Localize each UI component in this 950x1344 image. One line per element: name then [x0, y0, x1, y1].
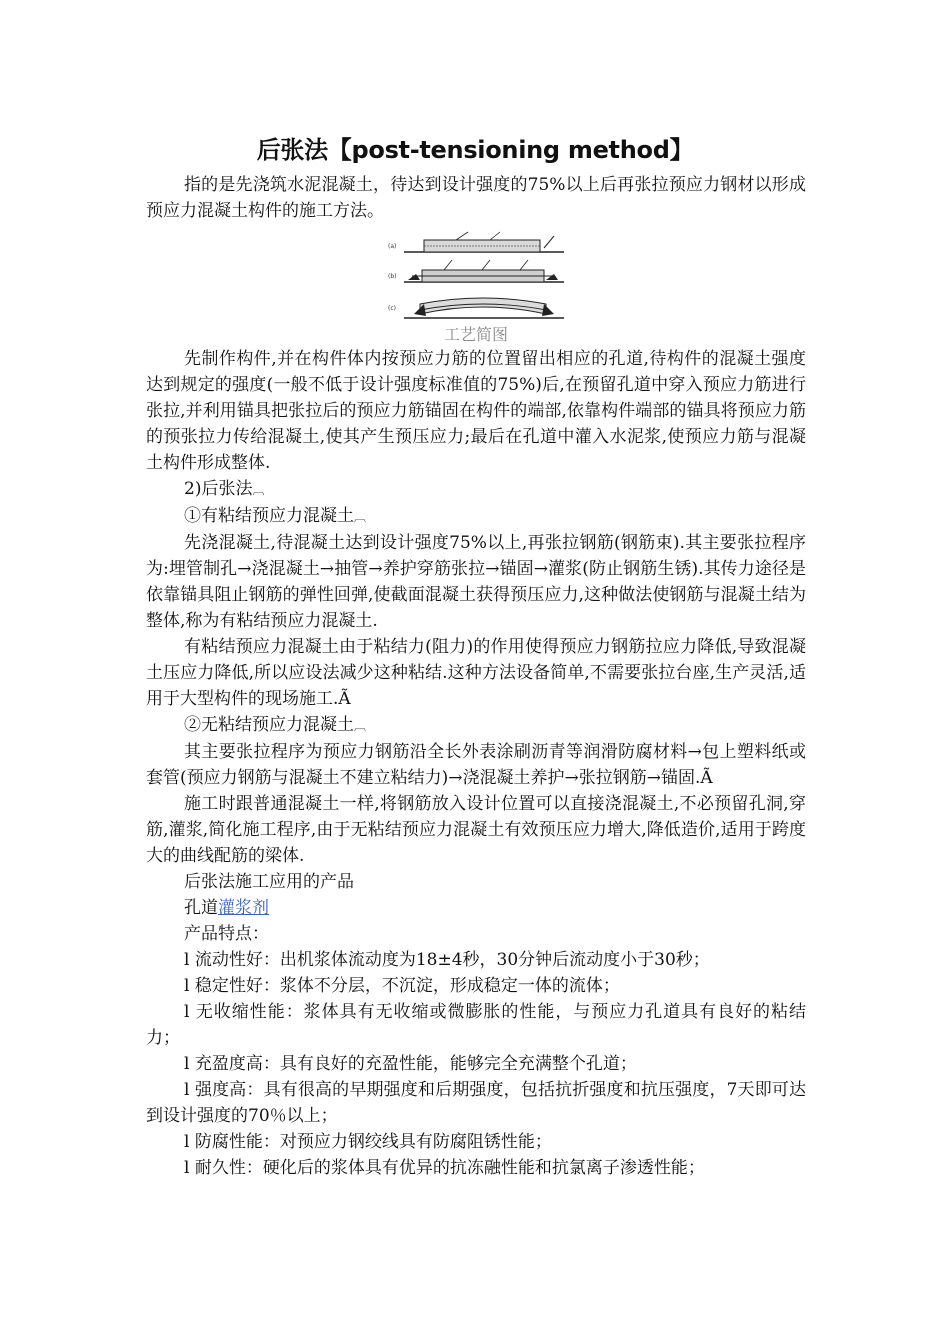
paragraph-unbonded-procedure — [146, 739, 806, 791]
intro-paragraph: 指的是先浇筑水泥混凝土，待达到设计强度的75%以上后再张拉预应力钢材以形成预应力混凝土构件的施工方法。 — [146, 175, 806, 221]
section-heading-text: 2)后张法 — [184, 479, 253, 499]
diagram-row-c — [404, 298, 564, 318]
paragraph-unbonded-construction: 施工时跟普通混凝土一样,将钢筋放入设计位置可以直接浇混凝土,不必预留孔洞,穿筋,灌浆,简化施工程序,由于无粘结预应力混凝土有效预压应力增大,降低造价,适用于跨度大的曲线配筋的梁体. — [146, 794, 806, 866]
feature-item: l 无收缩性能：浆体具有无收缩或微膨胀的性能，与预应力孔道具有良好的粘结力； — [146, 1002, 806, 1048]
return-mark-icon: ︹ — [252, 483, 264, 497]
diagram-caption: 工艺简图 — [443, 325, 508, 344]
document-body — [146, 172, 806, 1181]
subheading-bonded — [146, 503, 806, 530]
grout-agent-link[interactable]: 灌浆剂 — [218, 898, 269, 918]
feature-item: l 流动性好：出机浆体流动度为18±4秒，30分钟后流动度小于30秒； — [184, 950, 710, 970]
heading-product-features: 产品特点： — [184, 924, 269, 944]
subheading-unbonded-text: ②无粘结预应力混凝土 — [184, 715, 354, 735]
heading-applied-products: 后张法施工应用的产品 — [184, 872, 354, 892]
process-diagram — [146, 224, 806, 346]
diagram-row-a — [404, 232, 564, 252]
return-mark-icon: ︹ — [354, 510, 366, 524]
diagram-label-a: (a) — [388, 243, 397, 250]
return-mark-icon: ︹ — [354, 719, 366, 733]
diagram-label-c: (c) — [388, 305, 396, 312]
process-diagram-image — [386, 230, 566, 326]
feature-item: l 强度高：具有很高的早期强度和后期强度，包括抗折强度和抗压强度，7天即可达到设计强度的70％以上； — [146, 1080, 806, 1126]
page-title: 后张法【post-tensioning method】 — [256, 136, 694, 164]
feature-item: l 防腐性能：对预应力钢绞线具有防腐阻锈性能； — [184, 1132, 552, 1152]
paragraph-tail-char: Ã — [700, 768, 713, 788]
paragraph-bonded-effect — [146, 634, 806, 712]
heading-grout-product — [146, 895, 806, 921]
feature-item: l 充盈度高：具有良好的充盈性能，能够完全充满整个孔道； — [184, 1054, 637, 1074]
section-heading-post-tensioning — [146, 476, 806, 503]
feature-item: l 稳定性好：浆体不分层，不沉淀，形成稳定一体的流体； — [184, 976, 620, 996]
paragraph-unbonded-procedure-text: 其主要张拉程序为预应力钢筋沿全长外表涂刷沥青等润滑防腐材料→包上塑料纸或套管(预应力钢筋与混凝土不建立粘结力)→浇混凝土养护→张拉钢筋→锚固. — [146, 742, 806, 788]
diagram-row-b — [404, 260, 564, 282]
grout-prefix: 孔道 — [184, 898, 218, 918]
feature-item: l 耐久性：硬化后的浆体具有优异的抗冻融性能和抗氯离子渗透性能； — [184, 1158, 705, 1178]
paragraph-bonded-effect-text: 有粘结预应力混凝土由于粘结力(阻力)的作用使得预应力钢筋拉应力降低,导致混凝土压应力降低,所以应设法减少这种粘结.这种方法设备简单,不需要张拉台座,生产灵活,适用于大型构件的现场施工. — [146, 637, 806, 709]
paragraph-bonded-procedure: 先浇混凝土,待混凝土达到设计强度75%以上,再张拉钢筋(钢筋束).其主要张拉程序为:埋管制孔→浇混凝土→抽管→养护穿筋张拉→锚固→灌浆(防止钢筋生锈).其传力途径是依靠锚具阻止钢筋的弹性回弹,使截面混凝土获得预压应力,这种做法使钢筋与混凝土结为整体,称为有粘结预应力混凝土. — [146, 533, 806, 631]
paragraph-tail-char: Ã — [338, 689, 351, 709]
subheading-unbonded — [146, 712, 806, 739]
paragraph-process-description: 先制作构件,并在构件体内按预应力筋的位置留出相应的孔道,待构件的混凝土强度达到规定的强度(一般不低于设计强度标准值的75%)后,在预留孔道中穿入预应力筋进行张拉,并利用锚具把张拉后的预应力筋锚固在构件的端部,依靠构件端部的锚具将预应力筋的预张拉力传给混凝土,使其产生预压应力;最后在孔道中灌入水泥浆,使预应力筋与混凝土构件形成整体. — [146, 349, 806, 473]
subheading-bonded-text: ①有粘结预应力混凝土 — [184, 506, 354, 526]
diagram-label-b: (b) — [388, 273, 397, 280]
